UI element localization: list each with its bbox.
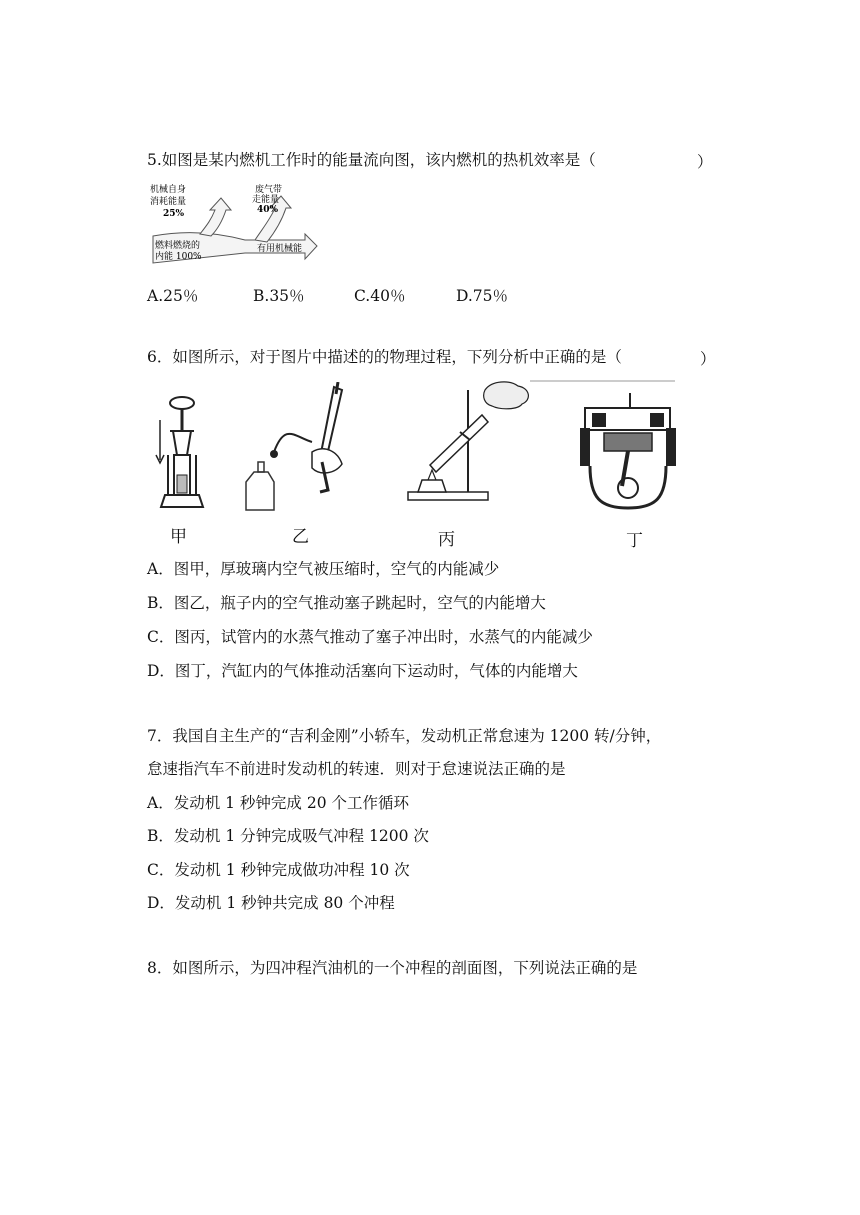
figure-bing-test-tube-stand — [400, 380, 540, 510]
q7-stem-line1: 7．我国自主生产的“吉利金刚”小轿车，发动机正常怠速为 1200 转/分钟， — [147, 727, 662, 745]
caption-bing: 丙 — [438, 530, 455, 550]
fuel-label-2: 内能 100% — [155, 252, 202, 262]
figure-ding-engine-cylinder — [530, 378, 680, 518]
q7-option-d[interactable]: D．发动机 1 秒钟共完成 80 个冲程 — [147, 894, 395, 912]
q6-option-d[interactable]: D．图丁，汽缸内的气体推动活塞向下运动时，气体的内能增大 — [147, 662, 578, 680]
q5-option-d[interactable]: D.75％ — [456, 287, 509, 305]
caption-jia: 甲 — [170, 527, 187, 547]
q5-option-b[interactable]: B.35％ — [253, 287, 305, 305]
self-loss-label-1: 机械自身 — [150, 185, 187, 195]
useful-label: 有用机械能 — [257, 244, 303, 254]
q6-option-a[interactable]: A．图甲，厚玻璃内空气被压缩时，空气的内能减少 — [147, 560, 500, 578]
q7-option-c[interactable]: C．发动机 1 秒钟完成做功冲程 10 次 — [147, 861, 410, 879]
energy-flow-diagram — [145, 180, 320, 270]
self-loss-label-2: 消耗能量 — [150, 197, 187, 207]
exhaust-label-3: 40% — [257, 205, 279, 215]
q6-option-b[interactable]: B．图乙，瓶子内的空气推动塞子跳起时，空气的内能增大 — [147, 594, 546, 612]
q5-option-a[interactable]: A.25％ — [147, 287, 199, 305]
self-loss-label-3: 25% — [163, 209, 185, 219]
q7-option-a[interactable]: A．发动机 1 秒钟完成 20 个工作循环 — [147, 794, 409, 812]
figure-jia-compression-cylinder — [155, 395, 215, 525]
caption-yi: 乙 — [292, 527, 309, 547]
exhaust-label-1: 废气带 — [255, 185, 283, 195]
q5-close-paren: ） — [697, 153, 713, 171]
figure-yi-bottle-pump — [240, 382, 370, 517]
q6-close-paren: ） — [700, 350, 716, 368]
q7-stem-line2: 怠速指汽车不前进时发动机的转速．则对于怠速说法正确的是 — [147, 760, 566, 778]
fuel-label-1: 燃料燃烧的 — [155, 241, 201, 251]
caption-ding: 丁 — [626, 531, 643, 551]
exhaust-label-2: 走能量 — [252, 195, 280, 205]
q8-stem: 8．如图所示，为四冲程汽油机的一个冲程的剖面图，下列说法正确的是 — [147, 959, 638, 977]
q6-stem: 6．如图所示，对于图片中描述的的物理过程，下列分析中正确的是（ — [147, 348, 622, 366]
q5-stem: 5.如图是某内燃机工作时的能量流向图，该内燃机的热机效率是（ — [147, 151, 596, 169]
q5-option-c[interactable]: C.40％ — [354, 287, 406, 305]
q6-option-c[interactable]: C．图丙，试管内的水蒸气推动了塞子冲出时，水蒸气的内能减少 — [147, 628, 593, 646]
q7-option-b[interactable]: B．发动机 1 分钟完成吸气冲程 1200 次 — [147, 827, 429, 845]
